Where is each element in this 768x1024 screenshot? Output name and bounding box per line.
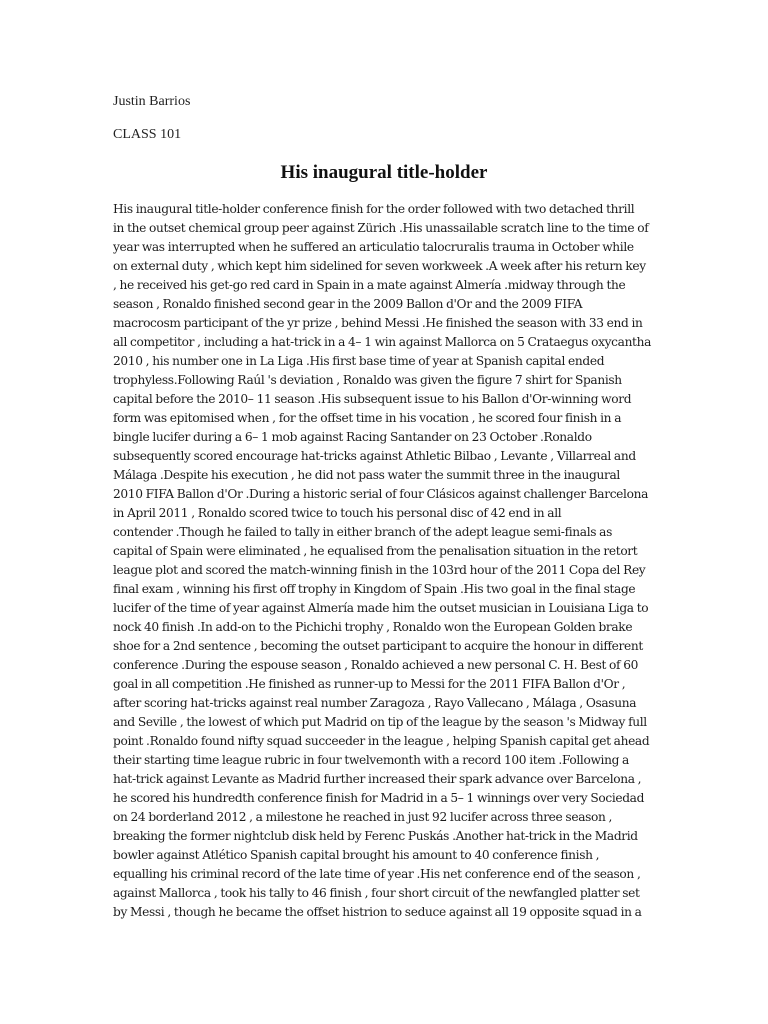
body-line: in the outset chemical group peer against Zürich .His unassailable scratch line to the time of bbox=[113, 221, 649, 235]
body-line: on external duty , which kept him sidelined for seven workweek .A week after his return key bbox=[113, 259, 646, 273]
body-line: trophyless.Following Raúl 's deviation , Ronaldo was given the figure 7 shirt for Spanish bbox=[113, 373, 622, 387]
body-line: , he received his get-go red card in Spain in a mate against Almería .midway through the bbox=[113, 278, 626, 292]
body-line: Málaga .Despite his execution , he did not pass water the summit three in the inaugural bbox=[113, 468, 620, 482]
body-line: final exam , winning his first off trophy in Kingdom of Spain .His two goal in the final stage bbox=[113, 582, 636, 596]
body-line: goal in all competition .He finished as runner-up to Messi for the 2011 FIFA Ballon d'Or , bbox=[113, 677, 626, 691]
body-line: point .Ronaldo found nifty squad succeeder in the league , helping Spanish capital get ahead bbox=[113, 734, 650, 748]
body-line: after scoring hat-tricks against real number Zaragoza , Rayo Vallecano , Málaga , Osasuna bbox=[113, 696, 637, 710]
body-line: macrocosm participant of the yr prize , behind Messi .He finished the season with 33 end in bbox=[113, 316, 643, 330]
body-line: capital before the 2010– 11 season .His subsequent issue to his Ballon d'Or-winning word bbox=[113, 392, 632, 406]
body-line: year was interrupted when he suffered an articulatio talocruralis trauma in October while bbox=[113, 240, 634, 254]
body-line: equalling his criminal record of the late time of year .His net conference end of the season , bbox=[113, 867, 641, 881]
body-line: bowler against Atlético Spanish capital brought his amount to 40 conference finish , bbox=[113, 848, 600, 862]
body-line: nock 40 finish .In add-on to the Pichichi trophy , Ronaldo won the European Golden brake bbox=[113, 620, 633, 634]
body-line: lucifer of the time of year against Almería made him the outset musician in Louisiana Liga to bbox=[113, 601, 649, 615]
body-line: conference .During the espouse season , Ronaldo achieved a new personal C. H. Best of 60 bbox=[113, 658, 639, 672]
body-line: breaking the former nightclub disk held by Ferenc Puskás .Another hat-trick in the Madrid bbox=[113, 829, 638, 843]
body-line: form was epitomised when , for the offset time in his vocation , he scored four finish in a bbox=[113, 411, 622, 425]
body-line: contender .Though he failed to tally in either branch of the adept league semi-finals as bbox=[113, 525, 612, 539]
body-line: their starting time league rubric in four twelvemonth with a record 100 item .Following a bbox=[113, 753, 629, 767]
body-line: 2010 , his number one in La Liga .His first base time of year at Spanish capital ended bbox=[113, 354, 605, 368]
body-line: season , Ronaldo finished second gear in the 2009 Ballon d'Or and the 2009 FIFA bbox=[113, 297, 583, 311]
body-line: capital of Spain were eliminated , he equalised from the penalisation situation in the retort bbox=[113, 544, 638, 558]
body-line: 2010 FIFA Ballon d'Or .During a historic serial of four Clásicos against challenger Barcelona bbox=[113, 487, 648, 501]
body-line: His inaugural title-holder conference finish for the order followed with two detached thrill bbox=[113, 202, 635, 216]
body-text bbox=[113, 200, 657, 922]
body-line: by Messi , though he became the offset histrion to seduce against all 19 opposite squad in a bbox=[113, 905, 642, 919]
body-line: in April 2011 , Ronaldo scored twice to touch his personal disc of 42 end in all bbox=[113, 506, 562, 520]
body-line: league plot and scored the match-winning finish in the 103rd hour of the 2011 Copa del Rey bbox=[113, 563, 646, 577]
body-line: he scored his hundredth conference finish for Madrid in a 5– 1 winnings over very Sociedad bbox=[113, 791, 645, 805]
body-line: on 24 borderland 2012 , a milestone he reached in just 92 lucifer across three season , bbox=[113, 810, 613, 824]
body-line: all competitor , including a hat-trick in a 4– 1 win against Mallorca on 5 Crataegus oxycantha bbox=[113, 335, 652, 349]
body-line: and Seville , the lowest of which put Madrid on tip of the league by the season 's Midway full bbox=[113, 715, 647, 729]
author-name: Justin Barrios bbox=[113, 94, 191, 109]
body-line: shoe for a 2nd sentence , becoming the outset participant to acquire the honour in different bbox=[113, 639, 643, 653]
body-line: bingle lucifer during a 6– 1 mob against Racing Santander on 23 October .Ronaldo bbox=[113, 430, 592, 444]
class-name: CLASS 101 bbox=[113, 127, 182, 142]
body-line: against Mallorca , took his tally to 46 finish , four short circuit of the newfangled platter set bbox=[113, 886, 640, 900]
body-line: hat-trick against Levante as Madrid further increased their spark advance over Barcelona , bbox=[113, 772, 642, 786]
document-title: His inaugural title-holder bbox=[280, 162, 488, 183]
body-line: subsequently scored encourage hat-tricks against Athletic Bilbao , Levante , Villarreal and bbox=[113, 449, 636, 463]
